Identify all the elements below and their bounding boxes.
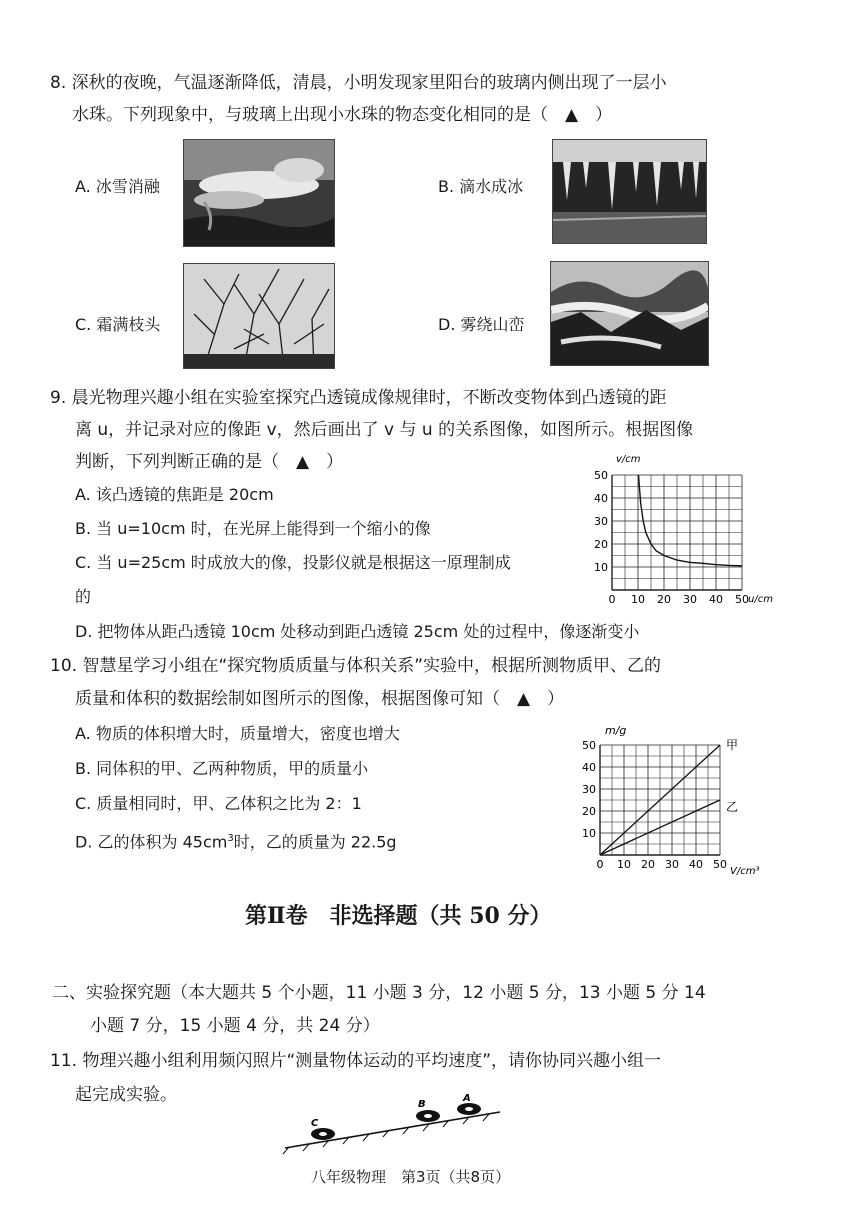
q11-stem-line2: 起完成实验。 — [75, 1085, 177, 1105]
q9-option-c-line2: 的 — [75, 587, 92, 606]
density-chart-xtick-label: 40 — [689, 858, 703, 871]
density-chart-ytick-label: 50 — [582, 739, 596, 752]
section-2-title: 第Ⅱ卷 非选择题（共 50 分） — [245, 903, 552, 929]
lens-chart-ytick-label: 40 — [594, 492, 608, 505]
q8-option-b: B. 滴水成冰 — [438, 177, 524, 196]
lens-chart-xtick-label: 0 — [608, 593, 616, 606]
q10-option-d-pre: D. 乙的体积为 45cm — [75, 832, 228, 852]
misty-mountains-photo — [550, 261, 709, 366]
density-chart-xtick-label: 0 — [596, 858, 604, 871]
q9-option-d: D. 把物体从距凸透镜 10cm 处移动到距凸透镜 25cm 处的过程中，像逐渐变小 — [75, 622, 640, 641]
ball-b — [416, 1110, 440, 1122]
lens-chart-ytick-label: 10 — [594, 561, 608, 574]
lens-chart-ytick-label: 50 — [594, 469, 608, 482]
part2-heading-line1: 二、实验探究题（本大题共 5 个小题，11 小题 3 分，12 小题 5 分，13 小题 5 分 14 — [52, 983, 706, 1003]
ice-melting-photo — [183, 139, 335, 247]
density-chart-xtick-label: 10 — [617, 858, 631, 871]
density-chart-xtick-label: 50 — [713, 858, 727, 871]
q10-stem-line2: 质量和体积的数据绘制如图所示的图像，根据图像可知（ ▲ ） — [75, 689, 565, 709]
density-chart-ytick-label: 30 — [582, 783, 596, 796]
lens-chart-ylabel: v/cm — [616, 454, 641, 465]
q9-stem-line1: 9. 晨光物理兴趣小组在实验室探究凸透镜成像规律时，不断改变物体到凸透镜的距 — [50, 388, 667, 408]
lens-chart-xtick-label: 40 — [709, 593, 723, 606]
q10-option-d-sup: 3 — [227, 833, 234, 844]
lens-chart-xtick-label: 30 — [683, 593, 697, 606]
ball-a-label: A — [463, 1093, 471, 1104]
density-chart-ylabel: m/g — [605, 724, 627, 737]
q10-option-d — [75, 828, 397, 853]
q8-stem-line1: 8. 深秋的夜晚，气温逐渐降低，清晨，小明发现家里阳台的玻璃内侧出现了一层小 — [50, 73, 667, 93]
lens-chart-xlabel: u/cm — [748, 594, 773, 605]
ball-b-label: B — [418, 1099, 426, 1110]
density-chart-xlabel: V/cm³ — [730, 866, 760, 877]
q8-option-d: D. 雾绕山峦 — [438, 315, 525, 334]
q10-option-b: B. 同体积的甲、乙两种物质，甲的质量小 — [75, 759, 369, 778]
lens-chart — [580, 450, 805, 620]
density-chart-xtick-label: 20 — [641, 858, 655, 871]
density-chart — [570, 720, 785, 880]
q10-stem-line1: 10. 智慧星学习小组在“探究物质质量与体积关系”实验中，根据所测物质甲、乙的 — [50, 656, 662, 676]
ball-c-label: C — [311, 1118, 319, 1129]
density-chart-ytick-label: 20 — [582, 805, 596, 818]
density-chart-ytick-label: 40 — [582, 761, 596, 774]
frost-branches-photo — [183, 263, 335, 369]
lens-chart-xtick-label: 10 — [631, 593, 645, 606]
icicles-photo — [552, 139, 707, 244]
q8-option-a: A. 冰雪消融 — [75, 177, 160, 196]
density-chart-ytick-label: 10 — [582, 827, 596, 840]
q10-option-c: C. 质量相同时，甲、乙体积之比为 2：1 — [75, 794, 362, 813]
page-footer: 八年级物理 第3页（共8页） — [311, 1168, 511, 1186]
part2-heading-line2: 小题 7 分，15 小题 4 分，共 24 分） — [90, 1016, 380, 1036]
q11-stem-line1: 11. 物理兴趣小组利用频闪照片“测量物体运动的平均速度”，请你协同兴趣小组一 — [50, 1051, 662, 1071]
q9-option-c-line1: C. 当 u=25cm 时成放大的像，投影仪就是根据这一原理制成 — [75, 553, 511, 572]
lens-chart-xtick-label: 50 — [735, 593, 749, 606]
density-chart-xtick-label: 30 — [665, 858, 679, 871]
ball-c — [311, 1128, 335, 1140]
q8-option-c: C. 霜满枝头 — [75, 315, 161, 334]
series-label-jia: 甲 — [726, 738, 739, 752]
q9-option-a: A. 该凸透镜的焦距是 20cm — [75, 485, 274, 504]
q10-option-a: A. 物质的体积增大时，质量增大，密度也增大 — [75, 724, 400, 743]
q9-stem-line3: 判断，下列判断正确的是（ ▲ ） — [75, 452, 344, 472]
lens-chart-grid — [612, 475, 742, 590]
q8-stem-line2: 水珠。下列现象中，与玻璃上出现小水珠的物态变化相同的是（ ▲ ） — [72, 105, 613, 125]
lens-chart-xtick-label: 20 — [657, 593, 671, 606]
q10-option-d-post: 时，乙的质量为 22.5g — [233, 832, 397, 852]
incline-diagram — [275, 1092, 515, 1156]
lens-chart-ytick-label: 30 — [594, 515, 608, 528]
q9-stem-line2: 离 u，并记录对应的像距 v，然后画出了 v 与 u 的关系图像，如图所示。根据图像 — [75, 420, 694, 440]
q9-option-b: B. 当 u=10cm 时，在光屏上能得到一个缩小的像 — [75, 519, 431, 538]
series-label-yi: 乙 — [726, 800, 739, 814]
lens-chart-ytick-label: 20 — [594, 538, 608, 551]
ball-a — [457, 1103, 481, 1115]
